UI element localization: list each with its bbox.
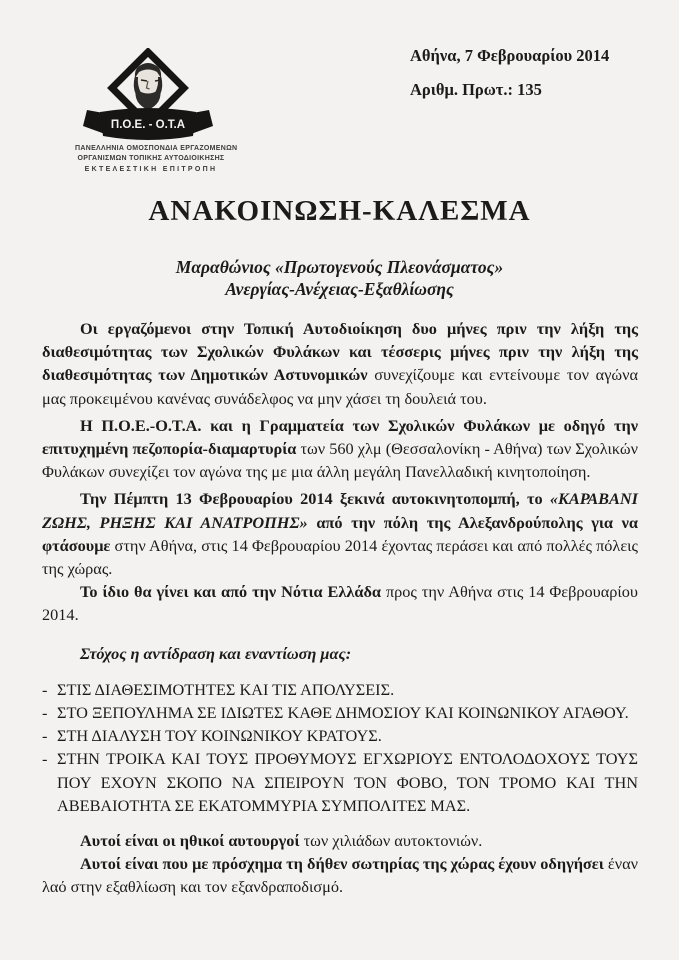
org-name-line-3: ΕΚΤΕΛΕΣΤΙΚΗ ΕΠΙΤΡΟΠΗ bbox=[84, 166, 218, 173]
list-item-marker: - bbox=[42, 703, 48, 723]
list-item-text: ΣΤΗ ΔΙΑΛΥΣΗ ΤΟΥ ΚΟΙΝΩΝΙΚΟΥ ΚΡΑΤΟΥΣ. bbox=[57, 726, 382, 746]
list-item bbox=[42, 701, 638, 724]
body-paragraph bbox=[42, 317, 638, 410]
text-run: Αυτοί είναι οι ηθικοί αυτουργοί bbox=[80, 831, 300, 851]
text-run: στην Αθήνα, στις 14 Φεβρουαρίου 2014 έχοντας περάσει και από πολλές πόλεις της χώρας. bbox=[42, 535, 638, 579]
list-item-text: ΣΤΙΣ ΔΙΑΘΕΣΙΜΟΤΗΤΕΣ ΚΑΙ ΤΙΣ ΑΠΟΛΥΣΕΙΣ. bbox=[57, 679, 395, 699]
text-run: των χιλιάδων αυτοκτονιών. bbox=[299, 831, 483, 851]
body-paragraph bbox=[42, 829, 638, 852]
document-body bbox=[42, 317, 638, 903]
list-item-marker: - bbox=[42, 749, 48, 769]
doc-subtitle-line-2: Ανεργίας-Ανέχειας-Εξαθλίωσης bbox=[225, 278, 454, 299]
text-run: Στόχος η αντίδραση και εναντίωση μας: bbox=[80, 643, 352, 663]
section-heading bbox=[42, 642, 638, 665]
body-paragraph bbox=[42, 414, 638, 484]
doc-protocol-number: Αριθμ. Πρωτ.: 135 bbox=[410, 80, 542, 99]
text-run: προς την Αθήνα στις 14 Φεβρουαρίου 2014. bbox=[42, 582, 638, 625]
list-item bbox=[42, 678, 638, 701]
list-item-marker: - bbox=[42, 726, 48, 746]
text-run: Το ίδιο θα γίνει και από την Νότια Ελλάδα bbox=[80, 582, 382, 602]
org-emblem-icon bbox=[75, 48, 227, 140]
doc-title: ΑΝΑΚΟΙΝΩΣΗ-ΚΑΛΕΣΜΑ bbox=[148, 195, 531, 227]
list-item-text: ΣΤΟ ΞΕΠΟΥΛΗΜΑ ΣΕ ΙΔΙΩΤΕΣ ΚΑΘΕ ΔΗΜΟΣΙΟΥ ΚΑΙ ΚΟΙΝΩΝΙΚΟΥ ΑΓΑΘΟΥ. bbox=[57, 703, 629, 723]
text-run: των 560 χλμ (Θεσσαλονίκη - Αθήνα) των Σχολικών Φυλάκων συνεχίζει τον αγώνα της με μια άλλη μεγάλη Πανελλαδική κινητοποίηση. bbox=[42, 439, 639, 482]
org-logo bbox=[75, 48, 238, 175]
date-block bbox=[410, 46, 609, 99]
ribbon-banner-text: Π.Ο.Ε. - Ο.Τ.Α bbox=[110, 119, 186, 131]
org-name-line-1: ΠΑΝΕΛΛΗΝΙΑ ΟΜΟΣΠΟΝΔΙΑ ΕΡΓΑΖΟΜΕΝΩΝ bbox=[75, 145, 238, 152]
list-item bbox=[42, 724, 638, 747]
text-run: «ΚΑΡΑΒΑΝΙ ΖΩΗΣ, ΡΗΞΗΣ ΚΑΙ ΑΝΑΤΡΟΠΗΣ» bbox=[42, 489, 638, 532]
list-item-marker: - bbox=[42, 679, 48, 699]
doc-subtitle-line-1: Μαραθώνιος «Πρωτογενούς Πλεονάσματος» bbox=[175, 257, 504, 277]
org-name-line-2: ΟΡΓΑΝΙΣΜΩΝ ΤΟΠΙΚΗΣ ΑΥΤΟΔΙΟΙΚΗΣΗΣ bbox=[77, 154, 225, 162]
demands-list bbox=[42, 678, 638, 817]
text-run: Την Πέμπτη 13 Φεβρουαρίου 2014 ξεκινά αυτοκινητοπομπή, το bbox=[80, 489, 550, 509]
body-paragraph bbox=[42, 852, 638, 898]
text-run: συνεχίζουμε και εντείνουμε τον αγώνα μας προκειμένου κανένας συνάδελφος να μην χάσει τη δουλειά του. bbox=[42, 365, 638, 408]
text-run: Οι εργαζόμενοι στην Τοπική Αυτοδιοίκηση δυο μήνες πριν την λήξη της διαθεσιμότητας των Σχολικών Φυλάκων και τέσσερις μήνες πριν την λήξη της διαθεσιμότητας των Δημοτικών Αστυνομικών bbox=[42, 319, 638, 385]
org-name-lines bbox=[75, 144, 238, 175]
text-run: από την πόλη της Αλεξανδρούπολης για να φτάσουμε bbox=[42, 512, 638, 555]
doc-subtitle bbox=[0, 257, 679, 300]
text-run: Αυτοί είναι που με πρόσχημα τη δήθεν σωτηρίας της χώρας έχουν οδηγήσει bbox=[80, 854, 604, 874]
text-run: Η Π.Ο.Ε.-Ο.Τ.Α. και η Γραμματεία των Σχολικών Φυλάκων με οδηγό την επιτυχημένη πεζοπορία-διαμαρτυρία bbox=[42, 415, 638, 459]
list-item-text: ΣΤΗΝ ΤΡΟΙΚΑ ΚΑΙ ΤΟΥΣ ΠΡΟΘΥΜΟΥΣ ΕΓΧΩΡΙΟΥΣ ΕΝΤΟΛΟΔΟΧΟΥΣ ΤΟΥΣ ΠΟΥ ΕΧΟΥΝ ΣΚΟΠΟ ΝΑ ΣΠΕΙΡΟΥΝ ΤΟΝ ΦΟΒΟ, ΤΟΝ ΤΡΟΜΟ ΚΑΙ ΤΗΝ ΑΒΕΒΑΙΟΤΗΤΑ ΣΕ ΕΚΑΤΟΜΜΥΡΙΑ ΣΥΜΠΟΛΙΤΕΣ ΜΑΣ. bbox=[57, 749, 638, 815]
body-paragraph bbox=[42, 580, 638, 626]
ribbon-banner bbox=[83, 108, 213, 140]
body-paragraph bbox=[42, 487, 638, 580]
doc-date: Αθήνα, 7 Φεβρουαρίου 2014 bbox=[410, 46, 610, 65]
text-run: έναν λαό στην εξαθλίωση και τον εξανδραποδισμό. bbox=[42, 854, 638, 897]
list-item bbox=[42, 747, 638, 817]
